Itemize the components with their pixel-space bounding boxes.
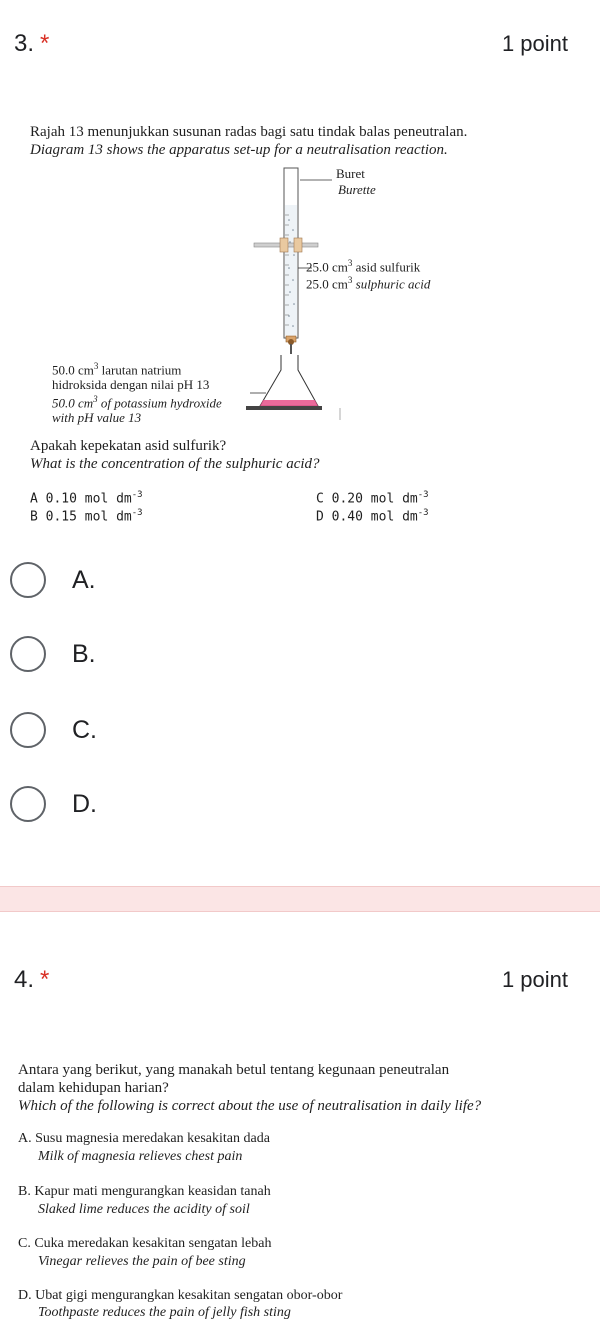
choice-a-ms: A. Susu magnesia meredakan kesakitan dada — [18, 1131, 270, 1146]
question-4-header — [14, 960, 568, 1000]
choice-b-ms: B. Kapur mati mengurangkan keasidan tanah — [18, 1184, 271, 1199]
question-stem-ms-2: dalam kehidupan harian? — [18, 1080, 169, 1096]
question-number: 4. * — [14, 966, 50, 993]
option-label: C. — [72, 715, 97, 744]
question-stem-en: Diagram 13 shows the apparatus set-up for a neutralisation reaction. — [30, 142, 448, 158]
base-label-ms-1: 50.0 $cm^3$ larutan natrium — [52, 361, 182, 378]
question-stem-ms: Rajah 13 menunjukkan susunan radas bagi satu tindak balas peneutralan. — [30, 124, 468, 140]
choice-d-ms: D. Ubat gigi mengurangkan kesakitan sengatan obor-obor — [18, 1288, 343, 1303]
burette-label-en: Burette — [338, 182, 376, 197]
section-divider — [0, 886, 600, 912]
choice-c: C 0.20 mol $dm^{-3}$ — [316, 490, 429, 507]
base-label-ms-2: hidroksida dengan nilai pH 13 — [52, 377, 210, 392]
choice-a-en: Milk of magnesia relieves chest pain — [38, 1149, 243, 1164]
choice-b-en: Slaked lime reduces the acidity of soil — [38, 1202, 250, 1217]
burette-label-ms: Buret — [336, 166, 365, 181]
base-label-en-1: 50.0 $cm^3$ of potassium hydroxide — [52, 394, 222, 411]
choice-d: D 0.40 mol $dm^{-3}$ — [316, 508, 429, 525]
question-stem-ms-1: Antara yang berikut, yang manakah betul tentang kegunaan peneutralan — [18, 1062, 450, 1078]
choice-c-ms: C. Cuka meredakan kesakitan sengatan lebah — [18, 1236, 272, 1251]
radio-button[interactable] — [10, 712, 46, 748]
option-label: D. — [72, 789, 97, 818]
acid-label-en: 25.0 $cm^3$ sulphuric acid — [306, 275, 431, 292]
question-number: 3. * — [14, 30, 50, 57]
required-asterisk: * — [40, 966, 50, 993]
choice-c-en: Vinegar relieves the pain of bee sting — [38, 1254, 246, 1269]
question-points: 1 point — [501, 967, 568, 992]
option-label: A. — [72, 565, 96, 594]
question-points: 1 point — [501, 31, 568, 56]
question-en: What is the concentration of the sulphuric acid? — [30, 456, 320, 472]
question-ms: Apakah kepekatan asid sulfurik? — [30, 438, 227, 454]
option-c[interactable] — [10, 705, 97, 755]
question-stem-en: Which of the following is correct about the use of neutralisation in daily life? — [18, 1098, 482, 1114]
required-asterisk: * — [40, 30, 50, 57]
question-3-header — [14, 24, 568, 64]
acid-label-ms: 25.0 $cm^3$ asid sulfurik — [306, 258, 421, 275]
radio-button[interactable] — [10, 636, 46, 672]
choice-b: B 0.15 mol $dm^{-3}$ — [30, 508, 143, 525]
option-label: B. — [72, 639, 96, 668]
option-d[interactable] — [10, 779, 97, 829]
option-a[interactable] — [10, 555, 96, 605]
radio-button[interactable] — [10, 562, 46, 598]
radio-button[interactable] — [10, 786, 46, 822]
choice-a: A 0.10 mol $dm^{-3}$ — [30, 490, 143, 507]
choice-d-en: Toothpaste reduces the pain of jelly fish sting — [38, 1305, 291, 1320]
option-b[interactable] — [10, 629, 96, 679]
base-label-en-2: with pH value 13 — [52, 410, 142, 425]
